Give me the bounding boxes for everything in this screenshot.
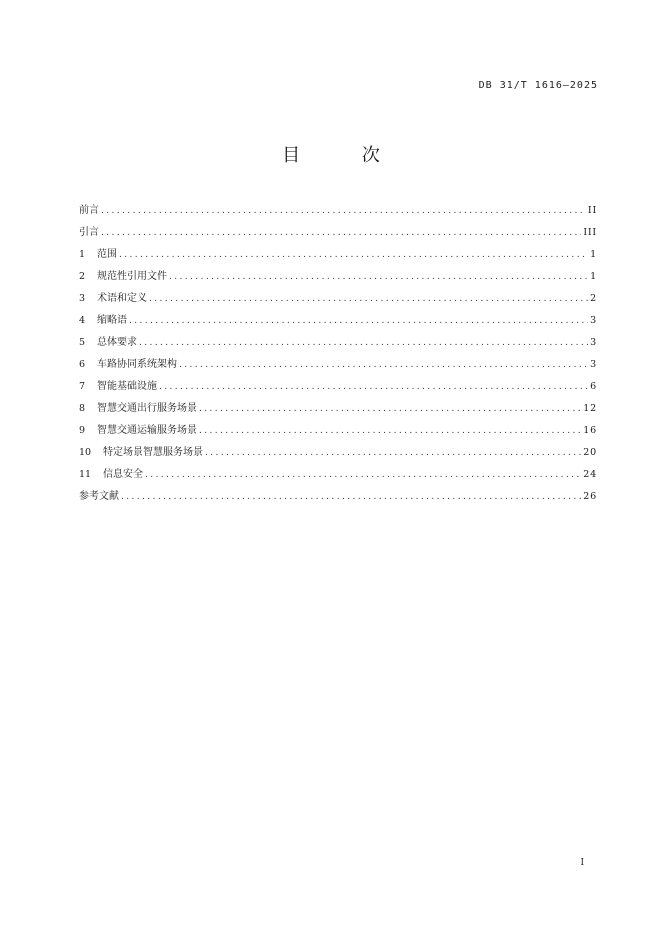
toc-leader-dots bbox=[101, 200, 586, 222]
toc-entry-8[interactable] bbox=[79, 398, 597, 420]
toc-entry-10[interactable] bbox=[79, 442, 597, 464]
toc-entry-label: 特定场景智慧服务场景 bbox=[103, 447, 203, 458]
toc-entry-9[interactable] bbox=[79, 420, 597, 442]
standard-code: DB 31/T 1616—2025 bbox=[478, 80, 598, 91]
toc-entry-label: 智能基础设施 bbox=[97, 381, 157, 392]
toc-entry-references[interactable] bbox=[79, 486, 597, 508]
toc-entry-number: 10 bbox=[79, 447, 92, 458]
toc-leader-dots bbox=[101, 222, 581, 244]
toc-entry-label: 规范性引用文件 bbox=[97, 271, 167, 282]
toc-entry-label: 术语和定义 bbox=[97, 293, 147, 304]
toc-leader-dots bbox=[179, 354, 588, 376]
toc-entry-number: 1 bbox=[79, 249, 86, 260]
toc-leader-dots bbox=[129, 310, 588, 332]
toc-entry-introduction[interactable] bbox=[79, 222, 597, 244]
toc-leader-dots bbox=[205, 442, 581, 464]
toc-entry-foreword[interactable] bbox=[79, 200, 597, 222]
toc-entry-label: 缩略语 bbox=[97, 315, 127, 326]
toc-page-number: 1 bbox=[590, 271, 597, 282]
table-of-contents bbox=[79, 200, 597, 508]
toc-entry-number: 3 bbox=[79, 293, 86, 304]
toc-page-number: 20 bbox=[583, 447, 597, 458]
toc-leader-dots bbox=[169, 266, 588, 288]
toc-entry-label: 范围 bbox=[97, 249, 117, 260]
toc-page-number: 3 bbox=[590, 337, 597, 348]
toc-entry-number: 7 bbox=[79, 381, 86, 392]
toc-page-number: 3 bbox=[590, 315, 597, 326]
toc-page-number: 26 bbox=[583, 491, 597, 502]
page-title: 目 次 bbox=[282, 145, 408, 166]
toc-page-number: III bbox=[583, 227, 597, 238]
toc-page-number: 16 bbox=[583, 425, 597, 436]
toc-entry-label: 智慧交通运输服务场景 bbox=[97, 425, 197, 436]
toc-entry-3[interactable] bbox=[79, 288, 597, 310]
toc-leader-dots bbox=[119, 244, 588, 266]
toc-leader-dots bbox=[159, 376, 588, 398]
toc-entry-label: 参考文献 bbox=[79, 491, 119, 502]
toc-entry-2[interactable] bbox=[79, 266, 597, 288]
toc-page-number: II bbox=[587, 205, 597, 216]
toc-entry-number: 8 bbox=[79, 403, 86, 414]
toc-page-number: 3 bbox=[590, 359, 597, 370]
toc-entry-label: 前言 bbox=[79, 205, 99, 216]
toc-leader-dots bbox=[121, 486, 581, 508]
toc-entry-number: 2 bbox=[79, 271, 86, 282]
toc-leader-dots bbox=[199, 398, 581, 420]
toc-entry-label: 总体要求 bbox=[97, 337, 137, 348]
toc-page-number: 2 bbox=[590, 293, 597, 304]
toc-entry-number: 9 bbox=[79, 425, 86, 436]
toc-entry-number: 4 bbox=[79, 315, 86, 326]
toc-entry-1[interactable] bbox=[79, 244, 597, 266]
toc-entry-4[interactable] bbox=[79, 310, 597, 332]
toc-entry-7[interactable] bbox=[79, 376, 597, 398]
toc-entry-label: 智慧交通出行服务场景 bbox=[97, 403, 197, 414]
toc-entry-number: 6 bbox=[79, 359, 86, 370]
toc-leader-dots bbox=[145, 464, 581, 486]
toc-entry-11[interactable] bbox=[79, 464, 597, 486]
page-number: I bbox=[580, 858, 584, 868]
toc-entry-number: 11 bbox=[79, 469, 92, 480]
toc-leader-dots bbox=[199, 420, 581, 442]
toc-leader-dots bbox=[149, 288, 588, 310]
toc-entry-5[interactable] bbox=[79, 332, 597, 354]
toc-page-number: 24 bbox=[583, 469, 597, 480]
toc-leader-dots bbox=[139, 332, 588, 354]
toc-entry-label: 信息安全 bbox=[103, 469, 143, 480]
toc-entry-label: 车路协同系统架构 bbox=[97, 359, 177, 370]
toc-page-number: 1 bbox=[590, 249, 597, 260]
toc-entry-label: 引言 bbox=[79, 227, 99, 238]
toc-entry-6[interactable] bbox=[79, 354, 597, 376]
toc-page-number: 6 bbox=[590, 381, 597, 392]
toc-entry-number: 5 bbox=[79, 337, 86, 348]
toc-page-number: 12 bbox=[583, 403, 597, 414]
